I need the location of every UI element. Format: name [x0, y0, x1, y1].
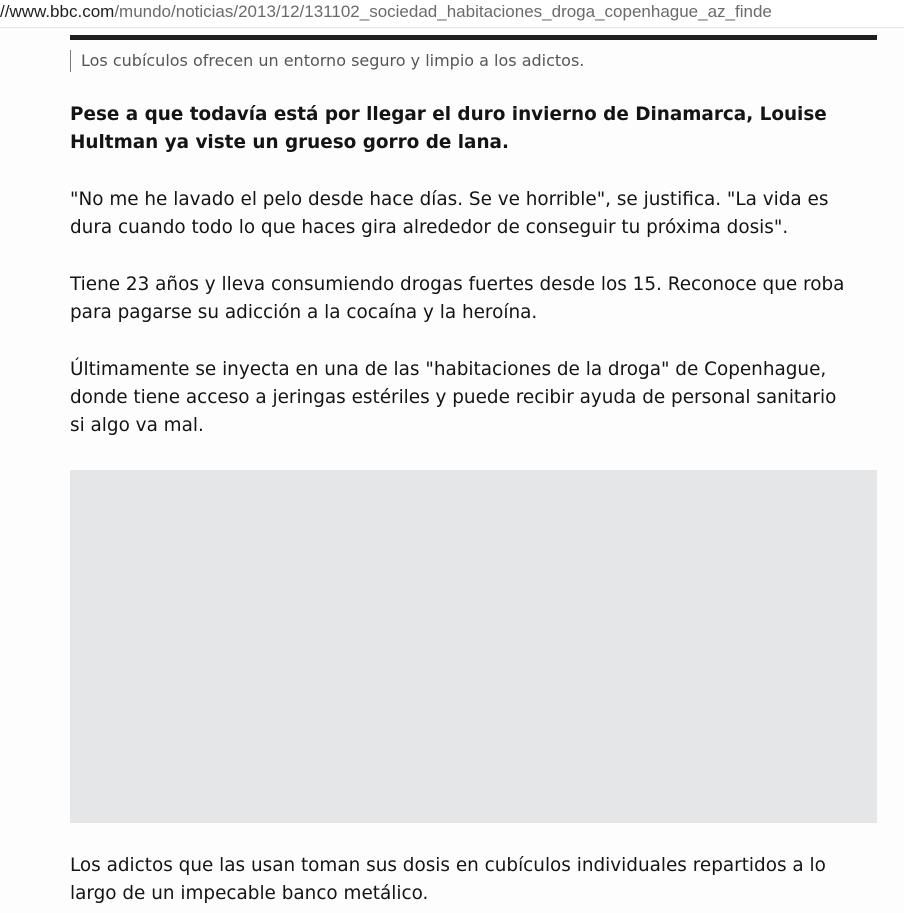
- article-paragraph-drug-rooms: Últimamente se inyecta en una de las "habitaciones de la droga" de Copenhague, donde tiene acceso a jeringas estériles y puede recibir ayuda de personal sanitario si algo va mal.: [70, 359, 837, 436]
- address-bar[interactable]: [0, 0, 904, 28]
- article-paragraph-quote: "No me he lavado el pelo desde hace días. Se ve horrible", se justifica. "La vida es dura cuando todo lo que haces gira alrededor de conseguir tu próxima dosis".: [70, 189, 829, 238]
- article-lead-paragraph: Pese a que todavía está por llegar el duro invierno de Dinamarca, Louise Hultman ya viste un grueso gorro de lana.: [70, 104, 827, 153]
- media-placeholder: [70, 470, 877, 823]
- image-caption: Los cubículos ofrecen un entorno seguro y limpio a los adictos.: [70, 50, 584, 72]
- article-paragraph-cubicles: Los adictos que las usan toman sus dosis en cubículos individuales repartidos a lo largo de un impecable banco metálico.: [70, 855, 826, 904]
- address-bar-host: //www.bbc.com: [0, 2, 115, 21]
- address-bar-path: /mundo/noticias/2013/12/131102_sociedad_habitaciones_droga_copenhague_az_finde: [114, 2, 772, 21]
- article-paragraph-age: Tiene 23 años y lleva consumiendo drogas fuertes desde los 15. Reconoce que roba para pagarse su adicción a la cocaína y la heroína.: [70, 274, 845, 323]
- article-image-bottom-edge: [70, 35, 877, 40]
